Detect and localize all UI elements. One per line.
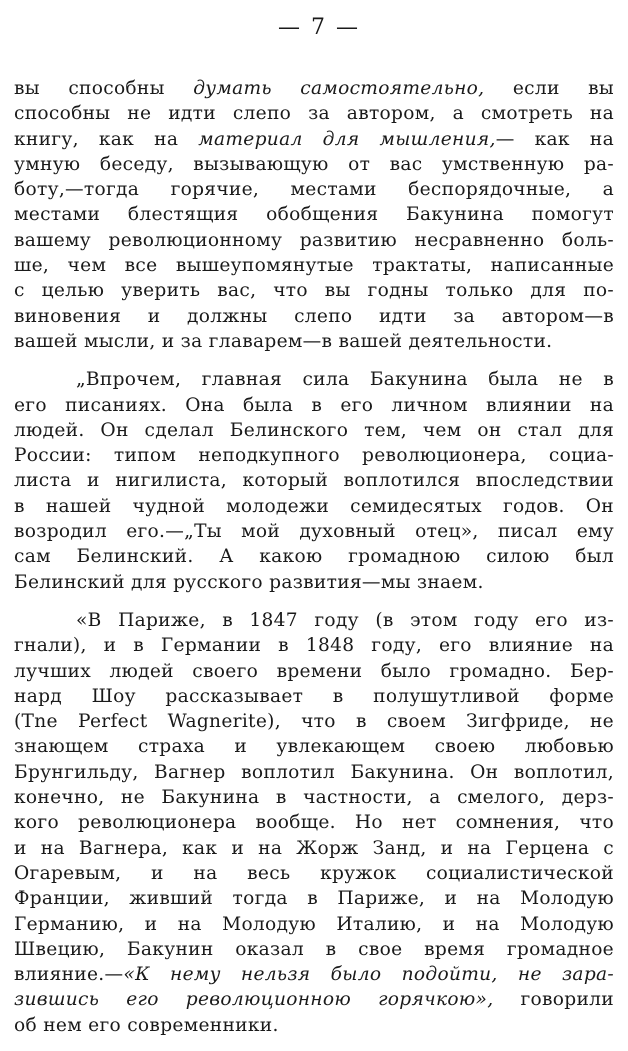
text-span: вы способны xyxy=(14,78,194,99)
text-span: знающем страха и увлекающем своею любовью xyxy=(14,736,614,758)
text-line xyxy=(14,861,614,886)
text-line xyxy=(14,468,614,493)
text-line xyxy=(14,329,614,354)
text-span: умную беседу, вызывающую от вас умственную ра- xyxy=(14,153,614,175)
text-line xyxy=(14,962,614,987)
text-line xyxy=(14,734,614,759)
text-span: и на Вагнера, как и на Жорж Занд, и на Герцена с xyxy=(14,837,614,859)
text-span: влияние.— xyxy=(14,964,124,986)
text-line xyxy=(14,810,614,835)
text-line xyxy=(14,127,614,152)
book-page xyxy=(14,8,614,1051)
body-text xyxy=(14,76,614,1038)
text-span: конечно, не Бакунина в частности, а смелого, дерз- xyxy=(14,787,614,809)
paragraph xyxy=(14,608,614,1038)
text-line xyxy=(14,101,614,126)
text-span: гнали), и в Германии в 1848 году, его влияние на xyxy=(14,635,614,657)
text-span: Огаревым, и на весь кружок социалистической xyxy=(14,862,614,884)
text-line xyxy=(14,886,614,911)
text-span: книгу, как на xyxy=(14,128,199,150)
text-span: кого революционера вообще. Но нет сомнения, что xyxy=(14,812,614,834)
text-span: вашему революционному развитию несравненно боль- xyxy=(14,229,614,251)
text-span: Франции, живший тогда в Париже, и на Молодую xyxy=(14,888,614,910)
text-span: России: типом неподкупного революционера, социа- xyxy=(14,445,614,467)
text-span: Швецию, Бакунин оказал в свое время громадное xyxy=(14,938,614,960)
text-line xyxy=(14,659,614,684)
text-span: в нашей чудной молодежи семидесятых годов. Он xyxy=(14,495,614,517)
italic-text: думать самостоятельно, xyxy=(193,78,485,99)
italic-text: зившись его революционною горячкою», xyxy=(14,989,494,1011)
text-line xyxy=(14,912,614,937)
text-line xyxy=(14,443,614,468)
text-span: об нем его современники. xyxy=(14,1014,279,1036)
text-line xyxy=(14,570,614,595)
text-line xyxy=(14,785,614,810)
text-line xyxy=(14,519,614,544)
text-span: сам Белинский. А какою громадною силою был xyxy=(14,546,614,568)
italic-text: материал для мышления, xyxy=(198,128,496,150)
text-line xyxy=(14,367,614,392)
text-span: боту,—тогда горячие, местами беспорядочные, а xyxy=(14,179,614,201)
text-line xyxy=(14,418,614,443)
text-span: листа и нигилиста, который воплотился впоследствии xyxy=(14,470,614,492)
text-span: местами блестящия обобщения Бакунина помогут xyxy=(14,204,614,226)
text-line xyxy=(14,253,614,278)
text-line xyxy=(14,494,614,519)
text-line xyxy=(14,228,614,253)
text-line xyxy=(14,177,614,202)
text-line xyxy=(14,836,614,861)
text-line xyxy=(14,709,614,734)
text-line xyxy=(14,304,614,329)
text-line xyxy=(14,1013,614,1038)
paragraph xyxy=(14,76,614,354)
text-span: ше, чем все вышеупомянутые трактаты, написанные xyxy=(14,255,614,277)
text-line xyxy=(14,544,614,569)
text-span: с целью уверить вас, что вы годны только для по- xyxy=(14,280,614,302)
page-number: — 7 — xyxy=(278,15,360,40)
text-span: лучших людей своего времени было громадно. Бер- xyxy=(14,660,614,682)
text-line xyxy=(14,684,614,709)
text-span: „Впрочем, главная сила Бакунина была не в xyxy=(76,369,614,391)
text-span: Брунгильду, Вагнер воплотил Бакунина. Он воплотил, xyxy=(14,761,614,783)
text-span: — как на xyxy=(495,128,614,150)
italic-text: «К нему нельзя было подойти, не зара- xyxy=(123,964,614,986)
text-line xyxy=(14,278,614,303)
text-span: возродил его.—„Ты мой духовный отец», писал ему xyxy=(14,521,614,543)
text-line xyxy=(14,937,614,962)
text-span: способны не идти слепо за автором, а смотреть на xyxy=(14,103,614,125)
text-span: (Тne Perfect Wagnerite), что в своем Зигфриде, не xyxy=(14,711,614,733)
text-span: говорили xyxy=(493,989,614,1011)
text-line xyxy=(14,608,614,633)
text-line xyxy=(14,760,614,785)
text-span: нард Шоу рассказывает в полушутливой форме xyxy=(14,685,614,707)
text-line xyxy=(14,633,614,658)
text-span: его писаниях. Она была в его личном влиянии на xyxy=(14,394,614,416)
text-line xyxy=(14,76,614,101)
text-line xyxy=(14,152,614,177)
text-span: виновения и должны слепо идти за автором—в xyxy=(14,305,614,327)
text-line xyxy=(14,393,614,418)
text-line xyxy=(14,987,614,1012)
text-span: Белинский для русского развития—мы знаем. xyxy=(14,571,484,593)
text-span: «В Париже, в 1847 году (в этом году его из- xyxy=(76,609,614,631)
text-span: Германию, и на Молодую Италию, и на Молодую xyxy=(14,913,614,935)
paragraph xyxy=(14,367,614,595)
text-line xyxy=(14,202,614,227)
text-span: людей. Он сделал Белинского тем, чем он стал для xyxy=(14,419,614,441)
text-span: вашей мысли, и за главарем—в вашей деятельности. xyxy=(14,330,553,352)
text-span: если вы xyxy=(484,78,614,99)
